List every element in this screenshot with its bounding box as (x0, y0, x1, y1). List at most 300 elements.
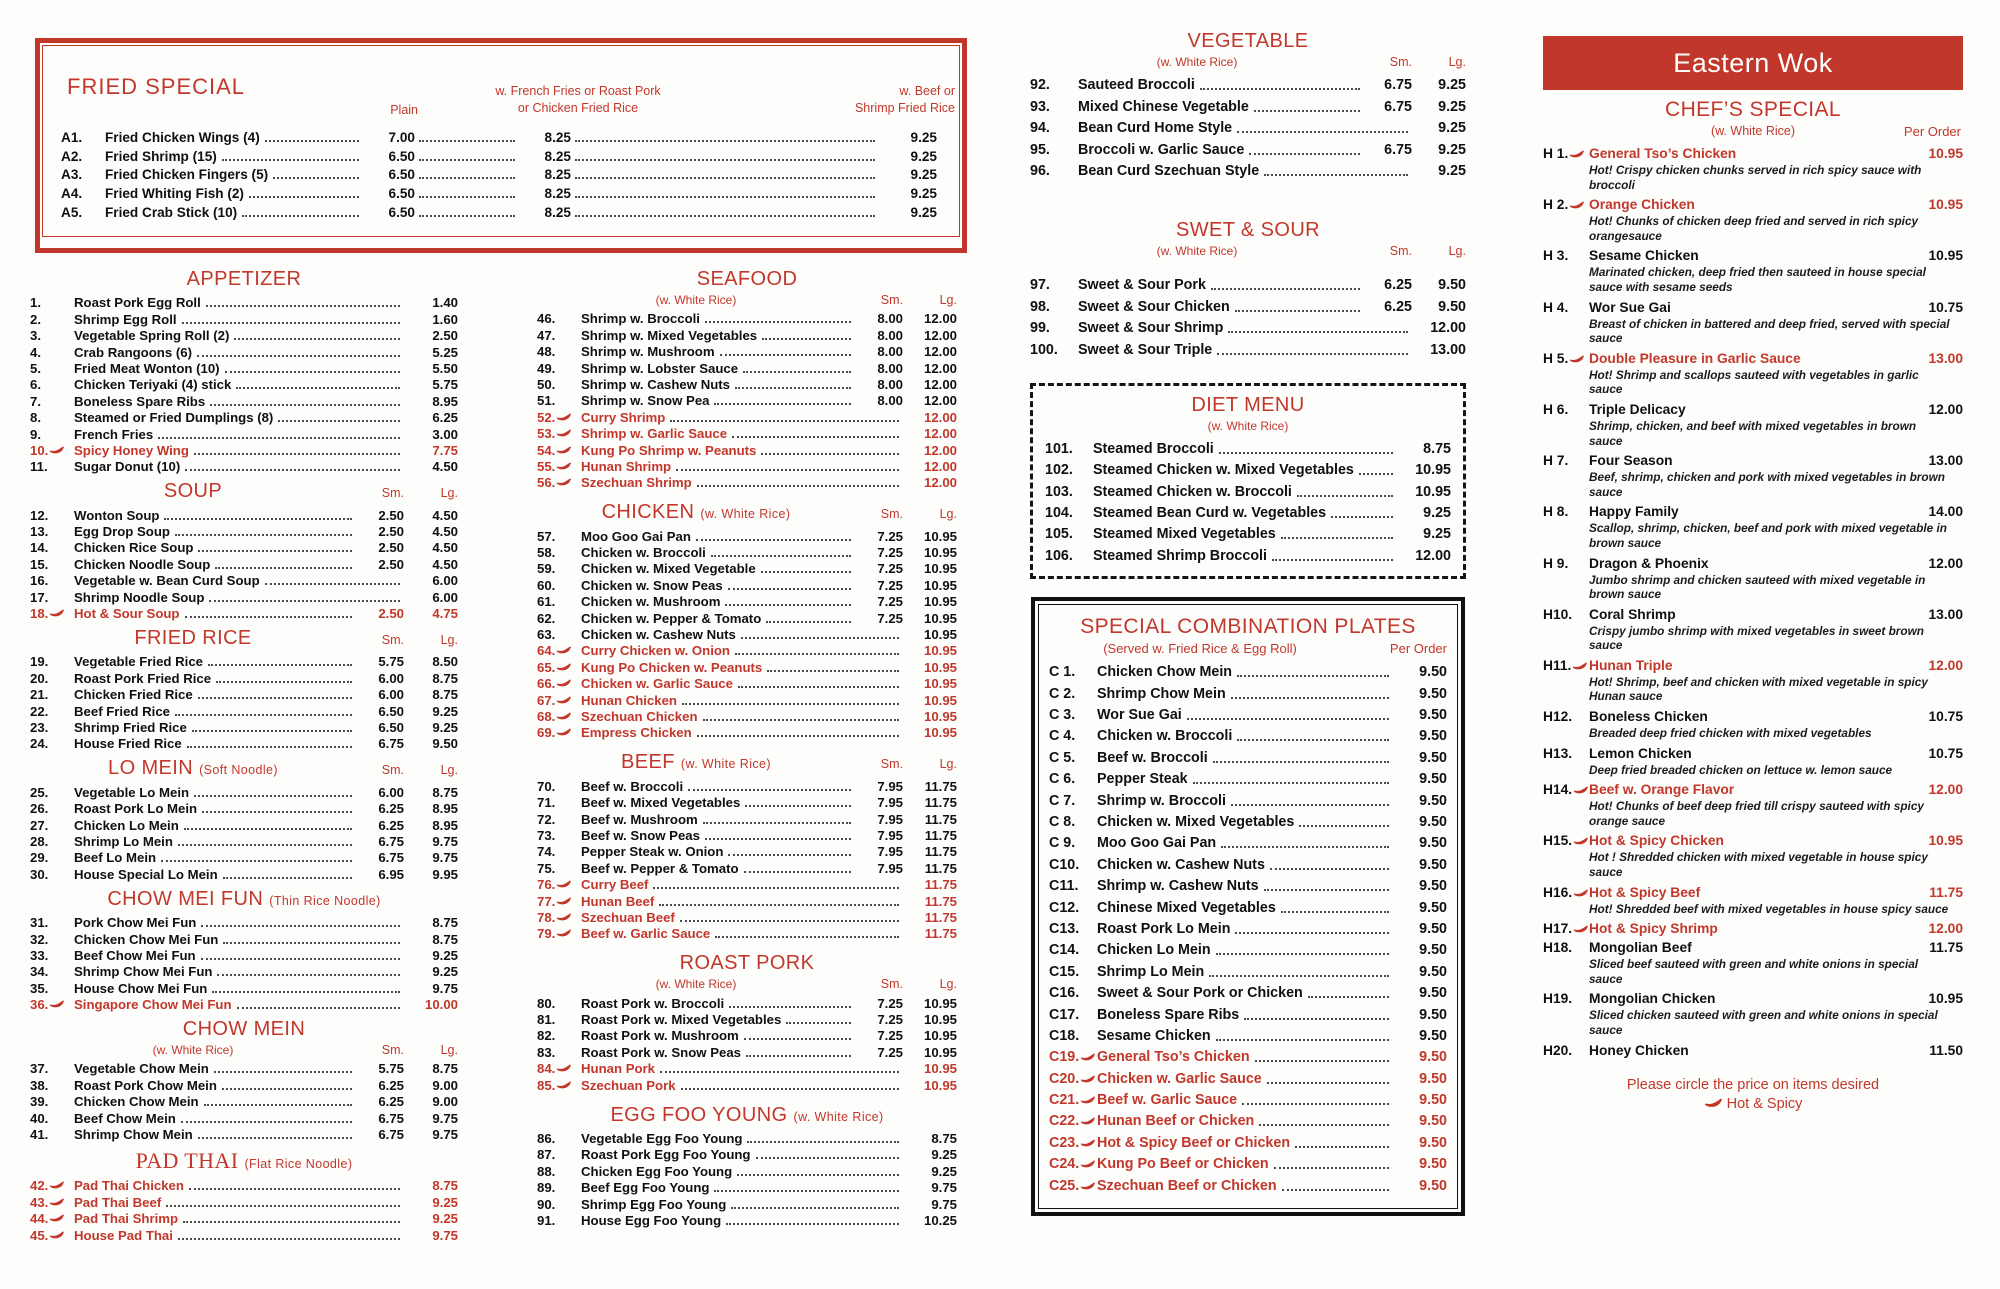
item-name: Chicken w. Broccoli (1097, 728, 1233, 745)
item-description: Hot! Shredded beef with mixed vegetables in house spicy sauce (1589, 901, 1949, 916)
item-name: Curry Shrimp (581, 409, 666, 425)
combo-label-line1: w. French Fries or Roast Pork (495, 84, 661, 98)
dotted-leader (1308, 996, 1389, 998)
menu-item-row (537, 1162, 957, 1178)
item-number: 52. (537, 410, 581, 425)
item-name: Chicken w. Mixed Vegetables (1097, 813, 1295, 830)
item-number: 57. (537, 528, 556, 544)
chefs-special-item (1543, 708, 1963, 741)
item-number: 15. (30, 556, 49, 572)
item-number: 53. (537, 426, 581, 441)
item-price-beef-shrimp: 9.25 (910, 148, 937, 164)
footer-hot-spicy-legend (1543, 1096, 1963, 1112)
section-title-wrap (537, 751, 855, 774)
item-price-large: 2.50 (432, 328, 458, 344)
dotted-leader (725, 604, 851, 606)
dotted-leader (1216, 1039, 1389, 1041)
menu-item-row (537, 909, 957, 925)
item-price-small: 7.25 (877, 528, 903, 544)
item-price-plain: 6.50 (388, 204, 415, 220)
hot-spicy-pepper-icon (1080, 1117, 1095, 1126)
menu-item-row (1049, 937, 1447, 958)
item-price-large: 9.00 (432, 1094, 458, 1110)
dotted-leader (166, 1205, 400, 1207)
item-number: 30. (30, 866, 49, 882)
menu-item-row (30, 653, 458, 669)
item-price: 12.00 (1928, 782, 1963, 798)
item-name: Chicken Lo Mein (1097, 942, 1211, 959)
menu-item-row (1049, 744, 1447, 765)
dotted-leader (194, 795, 352, 797)
item-price-large: 10.95 (923, 610, 957, 626)
menu-section-chow-mei-fun (30, 888, 458, 1012)
item-price-combo: 8.25 (544, 148, 571, 164)
chefs-special-item-row (1543, 503, 1963, 520)
item-number: 27. (30, 817, 49, 833)
item-price-large: 9.25 (1438, 98, 1466, 115)
item-name: Fried Shrimp (15) (105, 148, 217, 164)
menu-item-row (1030, 115, 1466, 136)
item-number: 2. (30, 311, 41, 327)
menu-item-row (537, 642, 957, 658)
item-number: 73. (537, 827, 556, 843)
menu-item-row (537, 675, 957, 691)
chefs-special-item (1543, 832, 1963, 879)
price-column-label-lg: Lg. (1448, 243, 1466, 258)
item-number: 16. (30, 573, 49, 589)
item-price-plain: 6.50 (388, 186, 415, 202)
item-name: Chicken w. Snow Peas (581, 577, 723, 593)
section-header (30, 268, 458, 291)
per-order-label: Per Order (1903, 124, 1961, 139)
hot-spicy-pepper-icon (1080, 1053, 1095, 1062)
item-name: Hot & Sour Soup (74, 606, 180, 622)
item-price-small: 7.95 (877, 827, 903, 843)
item-price-large: 8.75 (432, 670, 458, 686)
item-price-small: 7.95 (877, 811, 903, 827)
dotted-leader (265, 583, 400, 585)
menu-footer (1543, 1077, 1963, 1112)
item-number: C16. (1049, 985, 1080, 1002)
item-price-large: 12.00 (923, 311, 957, 327)
item-name: Pork Chow Mei Fun (74, 915, 197, 931)
dotted-leader (419, 159, 515, 161)
item-price-small: 5.75 (378, 1061, 404, 1077)
price-column-label-lg: Lg. (939, 293, 957, 307)
item-name: Lemon Chicken (1589, 745, 1692, 761)
item-price: 13.00 (1928, 350, 1963, 366)
item-price-large: 10.95 (923, 725, 957, 741)
section-items (30, 1177, 458, 1243)
item-number: C11. (1049, 878, 1079, 895)
dotted-leader (1209, 975, 1389, 977)
menu-item-row (30, 523, 458, 539)
dotted-leader (747, 1141, 899, 1143)
item-name: Sugar Donut (10) (74, 459, 181, 475)
item-price-small: 7.95 (877, 844, 903, 860)
menu-item-row (1049, 1087, 1447, 1108)
menu-item-row (30, 1126, 458, 1142)
item-number: 93. (1030, 98, 1050, 115)
item-name: Chicken Noodle Soup (74, 556, 211, 572)
section-title: VEGETABLE (1187, 30, 1309, 52)
item-name: Roast Pork Egg Foo Young (581, 1147, 751, 1163)
menu-item-row (537, 1212, 957, 1228)
item-price-large: 9.75 (432, 1227, 458, 1243)
hot-spicy-pepper-icon (1704, 1098, 1722, 1109)
dotted-leader (419, 215, 515, 217)
menu-item-row (537, 609, 957, 625)
item-description: Hot! Chunks of chicken deep fried and served in rich spicy orangesauce (1589, 214, 1919, 243)
item-number: C10. (1049, 856, 1080, 873)
item-price-large: 12.00 (1415, 547, 1451, 564)
dotted-leader (249, 196, 359, 198)
item-price-large: 11.75 (924, 926, 957, 942)
item-price-large: 1.60 (432, 311, 458, 327)
item-name: Roast Pork Fried Rice (74, 670, 212, 686)
section-subtitle-row (1045, 419, 1451, 433)
dotted-leader (273, 177, 359, 179)
item-price-small: 6.25 (378, 801, 404, 817)
item-name: Mongolian Chicken (1589, 991, 1716, 1007)
item-price-large: 8.95 (432, 817, 458, 833)
menu-section-vegetable (1030, 30, 1466, 179)
dotted-leader (183, 1221, 400, 1223)
item-name-wrap (105, 167, 363, 182)
item-price-small: 7.25 (877, 1012, 903, 1028)
dotted-leader (419, 140, 515, 142)
dotted-leader (786, 1022, 851, 1024)
item-number: 47. (537, 327, 556, 343)
dotted-leader (198, 550, 352, 552)
item-number: 85. (537, 1078, 581, 1093)
section-subtitle-row (1030, 55, 1466, 69)
item-number: 19. (30, 654, 49, 670)
section-title: FRIED RICE (134, 627, 252, 650)
menu-item-row (1045, 478, 1451, 499)
menu-item-row (30, 572, 458, 588)
item-number: A4. (61, 186, 83, 202)
item-price-beef-shrimp: 9.25 (910, 167, 937, 183)
item-name: Happy Family (1589, 504, 1679, 520)
dotted-leader (1231, 804, 1389, 806)
item-name: Hunan Beef (581, 893, 655, 909)
menu-item-row (537, 810, 957, 826)
item-description: Hot! Crispy chicken chunks served in rich spicy sauce with broccoli (1589, 163, 1922, 192)
hot-spicy-pepper-icon (556, 663, 571, 672)
menu-item-row (30, 1193, 458, 1209)
menu-item-row (537, 1060, 957, 1076)
item-name: Dragon & Phoenix (1589, 555, 1709, 571)
menu-item-row (30, 425, 458, 441)
item-name: Hunan Chicken (581, 692, 677, 708)
item-name: Beef Lo Mein (74, 850, 157, 866)
fried-special-item-row (43, 164, 959, 183)
chefs-special-item (1543, 503, 1963, 550)
menu-item-row (1049, 873, 1447, 894)
section-header (537, 952, 957, 975)
item-price: 10.75 (1928, 299, 1963, 315)
menu-item-row (537, 359, 957, 375)
hot-spicy-pepper-icon (556, 880, 571, 889)
menu-item-row (30, 343, 458, 359)
item-name: Shrimp Lo Mein (74, 833, 173, 849)
chefs-special-item-row (1543, 401, 1963, 418)
item-name: Mixed Chinese Vegetable (1078, 98, 1249, 115)
item-name: Curry Chicken w. Onion (581, 643, 730, 659)
price-column-label-lg: Lg. (939, 507, 957, 522)
item-price-large: 8.75 (1423, 440, 1451, 457)
item-price: 11.75 (1929, 940, 1963, 956)
menu-item-row (537, 708, 957, 724)
item-price-large: 11.75 (924, 860, 957, 876)
dotted-leader (223, 942, 400, 944)
item-price-small: 6.95 (378, 866, 404, 882)
menu-item-row (1049, 1044, 1447, 1065)
item-number: 44. (30, 1211, 74, 1226)
dotted-leader (1254, 110, 1360, 112)
item-name: Chicken w. Mushroom (581, 594, 721, 610)
item-name: Szechuan Beef or Chicken (1097, 1177, 1277, 1194)
dotted-leader (746, 1055, 851, 1057)
section-items (537, 777, 957, 941)
chefs-special-item (1543, 657, 1963, 704)
chefs-special-item (1543, 145, 1963, 192)
price-column-label-sm: Sm. (381, 763, 404, 778)
dotted-leader (185, 469, 400, 471)
item-name: Chicken Chow Mein (1097, 664, 1233, 681)
dotted-leader (208, 664, 352, 666)
item-name-wrap (105, 205, 363, 220)
item-number: C 1. (1049, 664, 1076, 681)
item-price-large: 9.25 (1423, 505, 1451, 522)
item-name: Chicken Fried Rice (74, 687, 193, 703)
dotted-leader (728, 588, 851, 590)
item-name: House Pad Thai (74, 1227, 173, 1243)
item-price-large: 8.75 (432, 784, 458, 800)
menu-item-row (30, 669, 458, 685)
item-name: Beef w. Broccoli (1097, 749, 1208, 766)
item-price: 10.75 (1928, 709, 1963, 725)
item-description: Sliced beef sauteed with green and white onions in special sauce (1589, 957, 1919, 986)
dotted-leader (743, 371, 851, 373)
item-number: 76. (537, 877, 581, 892)
dotted-leader (575, 159, 875, 161)
chefs-special-item-row (1543, 884, 1963, 901)
item-price-large: 9.75 (432, 1127, 458, 1143)
chefs-special-item (1543, 606, 1963, 653)
menu-item-row (30, 865, 458, 881)
item-price-small: 6.00 (378, 687, 404, 703)
item-name: French Fries (74, 426, 154, 442)
item-number: 21. (30, 687, 49, 703)
chefs-special-item-row (1543, 452, 1963, 469)
menu-item-row (1049, 809, 1447, 830)
menu-item-row (537, 343, 957, 359)
item-number: 45. (30, 1228, 74, 1243)
item-price: 12.00 (1928, 401, 1963, 417)
item-price-large: 9.50 (1419, 1092, 1447, 1109)
item-name: Orange Chicken (1589, 197, 1695, 213)
item-number: H 3. (1543, 248, 1569, 264)
menu-item-row (537, 1195, 957, 1211)
item-number: C15. (1049, 963, 1080, 980)
item-price-large: 10.95 (923, 643, 957, 659)
dotted-leader (1221, 846, 1389, 848)
item-number: 38. (30, 1077, 49, 1093)
item-number: 90. (537, 1196, 556, 1212)
item-price-large: 9.50 (1419, 728, 1447, 745)
item-number: H11. (1543, 657, 1589, 674)
menu-item-row (30, 979, 458, 995)
menu-column-2 (537, 268, 957, 1239)
item-price-large: 12.00 (923, 409, 957, 425)
chefs-special-subtitle: (w. White Rice) (1710, 124, 1796, 138)
chefs-special-item (1543, 745, 1963, 778)
item-price-large: 10.95 (923, 1028, 957, 1044)
menu-item-row (537, 326, 957, 342)
hot-spicy-pepper-icon (1080, 1160, 1095, 1169)
item-description: Beef, shrimp, chicken and pork with mixed vegetables in brown sauce (1589, 470, 1945, 499)
item-name: Spicy Honey Wing (74, 442, 189, 458)
item-number: H 4. (1543, 299, 1569, 315)
section-title-wrap (537, 501, 855, 524)
menu-item-row (1049, 830, 1447, 851)
menu-item-row (537, 1027, 957, 1043)
item-description: Deep fried breaded chicken on lettuce w. lemon sauce (1589, 762, 1893, 777)
section-title: APPETIZER (186, 268, 302, 290)
item-name: Boneless Chicken (1589, 709, 1708, 725)
item-number: 70. (537, 778, 556, 794)
item-number: H12. (1543, 709, 1573, 725)
item-price-large: 8.95 (432, 801, 458, 817)
item-price-large: 8.75 (931, 1131, 957, 1147)
menu-section-soup (30, 480, 458, 621)
section-items (1030, 272, 1466, 358)
item-number: 95. (1030, 141, 1050, 158)
item-number: 23. (30, 719, 49, 735)
dotted-leader (265, 140, 359, 142)
section-items (1045, 436, 1451, 564)
item-number: 106. (1045, 547, 1073, 564)
item-name: Pepper Steak (1097, 771, 1188, 788)
hot-spicy-pepper-icon (556, 646, 571, 655)
fried-special-item-row (43, 201, 959, 220)
dotted-leader (735, 387, 851, 389)
item-price-combo: 8.25 (544, 204, 571, 220)
item-price: 11.75 (1929, 884, 1963, 900)
item-number: 84. (537, 1061, 581, 1076)
section-items (537, 310, 957, 490)
item-number: 66. (537, 676, 581, 691)
item-price: 13.00 (1928, 606, 1963, 622)
item-name: Beef w. Orange Flavor (1589, 782, 1735, 798)
item-number: 36. (30, 997, 74, 1012)
section-title-wrap (30, 1148, 458, 1174)
dotted-leader (728, 854, 851, 856)
item-name: Wor Sue Gai (1097, 707, 1182, 724)
menu-item-row (30, 849, 458, 865)
item-price-small: 6.25 (1384, 277, 1412, 294)
item-price-small: 7.25 (877, 594, 903, 610)
section-title: CHOW MEIN (182, 1018, 306, 1041)
item-name: Shrimp w. Lobster Sauce (581, 360, 739, 376)
hot-spicy-pepper-icon (1573, 786, 1588, 795)
item-number: H 9. (1543, 555, 1569, 571)
item-number: 58. (537, 545, 556, 561)
menu-item-row (537, 425, 957, 441)
dotted-leader (697, 485, 899, 487)
dotted-leader (1272, 559, 1393, 561)
menu-item-row (537, 392, 957, 408)
section-subtitle: (w. White Rice) (655, 293, 737, 307)
menu-item-row (30, 605, 458, 621)
item-name: Beef w. Mixed Vegetables (581, 795, 741, 811)
item-name: Chicken w. Pepper & Tomato (581, 610, 762, 626)
item-price-small: 6.25 (1384, 298, 1412, 315)
item-price-large: 12.00 (1430, 320, 1466, 337)
section-title-wrap (1030, 219, 1466, 242)
dotted-leader (1200, 88, 1360, 90)
item-number: 28. (30, 833, 49, 849)
item-number: 9. (30, 426, 41, 442)
menu-item-row (537, 1146, 957, 1162)
menu-item-row (1049, 1001, 1447, 1022)
hot-spicy-pepper-icon (1080, 1096, 1095, 1105)
item-price-large: 6.00 (432, 589, 458, 605)
dotted-leader (185, 616, 353, 618)
item-number: 17. (30, 589, 49, 605)
item-name: House Egg Foo Young (581, 1212, 722, 1228)
price-column-label-sm: Sm. (1389, 55, 1412, 69)
item-price-small: 6.75 (378, 850, 404, 866)
dotted-leader (756, 1157, 900, 1159)
menu-item-row (537, 724, 957, 740)
item-number: 75. (537, 860, 556, 876)
item-number: 104. (1045, 505, 1073, 522)
menu-item-row (30, 1109, 458, 1125)
item-price-combo: 8.25 (544, 186, 571, 202)
section-note: (Soft Noodle) (199, 763, 278, 778)
item-price-large: 9.25 (432, 947, 458, 963)
item-name: Vegetable w. Bean Curd Soup (74, 573, 260, 589)
item-price-large: 9.50 (1419, 813, 1447, 830)
dotted-leader (1274, 1167, 1389, 1169)
dotted-leader (419, 196, 515, 198)
menu-item-row (30, 310, 458, 326)
item-description: Hot! Shrimp, beef and chicken with mixed vegetable in spicy Hunan sauce (1589, 674, 1928, 704)
item-number: 88. (537, 1163, 556, 1179)
item-number: 4. (30, 344, 41, 360)
item-price-large: 5.25 (432, 344, 458, 360)
item-number: C12. (1049, 899, 1080, 916)
item-number: C25. (1049, 1178, 1097, 1194)
dotted-leader (242, 215, 359, 217)
section-header (1030, 219, 1466, 242)
item-name: Beef Egg Foo Young (581, 1180, 710, 1196)
menu-item-row (30, 930, 458, 946)
item-price-large: 9.50 (1419, 1070, 1447, 1087)
item-name: Empress Chicken (581, 725, 692, 741)
menu-item-row (1045, 542, 1451, 563)
item-price-large: 8.50 (432, 654, 458, 670)
item-number: 42. (30, 1178, 74, 1193)
menu-item-row (1049, 1129, 1447, 1150)
item-number: 39. (30, 1094, 49, 1110)
menu-item-row (537, 827, 957, 843)
item-price-large: 10.95 (923, 692, 957, 708)
item-number: H 7. (1543, 453, 1569, 469)
